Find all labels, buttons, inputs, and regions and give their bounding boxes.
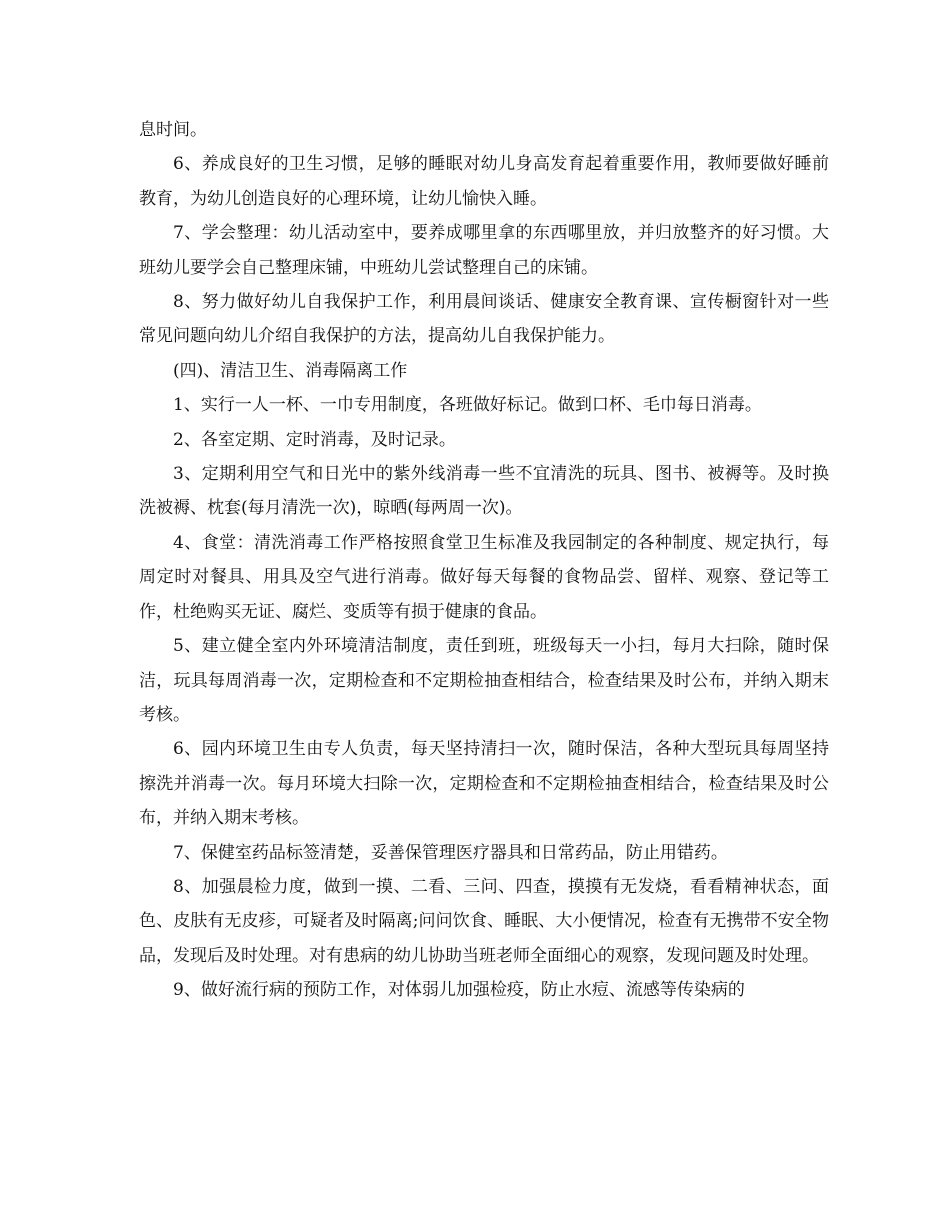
paragraph-item-6-campus-hygiene: 6、园内环境卫生由专人负责，每天坚持清扫一次，随时保洁，各种大型玩具每周坚持擦洗并消毒一次。每月环境大扫除一次，定期检查和不定期检抽查相结合，检查结果及时公布，并纳入期末考核。: [139, 739, 829, 829]
paragraph-item-7-tidying: 7、学会整理：幼儿活动室中，要养成哪里拿的东西哪里放，并归放整齐的好习惯。大班幼儿要学会自己整理床铺，中班幼儿尝试整理自己的床铺。: [139, 223, 829, 278]
section-heading-hygiene-disinfection: (四)、清洁卫生、消毒隔离工作: [173, 360, 408, 381]
paragraph-item-8-morning-check: 8、加强晨检力度，做到一摸、二看、三问、四查，摸摸有无发烧，看看精神状态，面色、皮肤有无皮疹，可疑者及时隔离;问问饮食、睡眠、大小便情况，检查有无携带不安全物品，发现后及时处理。对有患病的幼儿协助当班老师全面细心的观察，发现问题及时处理。: [139, 876, 829, 966]
paragraph-item-2-room-disinfection: 2、各室定期、定时消毒，及时记录。: [173, 429, 456, 450]
document-body: [139, 113, 829, 1008]
paragraph-item-4-canteen: 4、食堂：清洗消毒工作严格按照食堂卫生标准及我园制定的各种制度、规定执行，每周定时对餐具、用具及空气进行消毒。做好每天每餐的食物品尝、留样、观察、登记等工作，杜绝购买无证、腐烂、变质等有损于健康的食品。: [139, 532, 829, 622]
paragraph-item-6-sleep: 6、养成良好的卫生习惯，足够的睡眠对幼儿身高发育起着重要作用，教师要做好睡前教育，为幼儿创造良好的心理环境，让幼儿愉快入睡。: [139, 154, 829, 209]
paragraph-item-3-uv-disinfection: 3、定期利用空气和日光中的紫外线消毒一些不宜清洗的玩具、图书、被褥等。及时换洗被褥、枕套(每月清洗一次)，晾晒(每两周一次)。: [139, 464, 829, 519]
paragraph-continuation: 息时间。: [139, 120, 207, 140]
paragraph-item-1-cups-towels: 1、实行一人一杯、一巾专用制度，各班做好标记。做到口杯、毛巾每日消毒。: [173, 395, 762, 416]
paragraph-item-7-medicine-labels: 7、保健室药品标签清楚，妥善保管理医疗器具和日常药品，防止用错药。: [173, 842, 728, 863]
paragraph-item-8-self-protection: 8、努力做好幼儿自我保护工作，利用晨间谈话、健康安全教育课、宣传橱窗针对一些常见问题向幼儿介绍自我保护的方法，提高幼儿自我保护能力。: [139, 292, 829, 347]
paragraph-item-5-environment-cleaning: 5、建立健全室内外环境清洁制度，责任到班，班级每天一小扫，每月大扫除，随时保洁，玩具每周消毒一次，定期检查和不定期检抽查相结合，检查结果及时公布，并纳入期末考核。: [139, 636, 829, 725]
paragraph-item-9-epidemic-prevention: 9、做好流行病的预防工作，对体弱儿加强检疫，防止水痘、流感等传染病的: [173, 980, 745, 1001]
